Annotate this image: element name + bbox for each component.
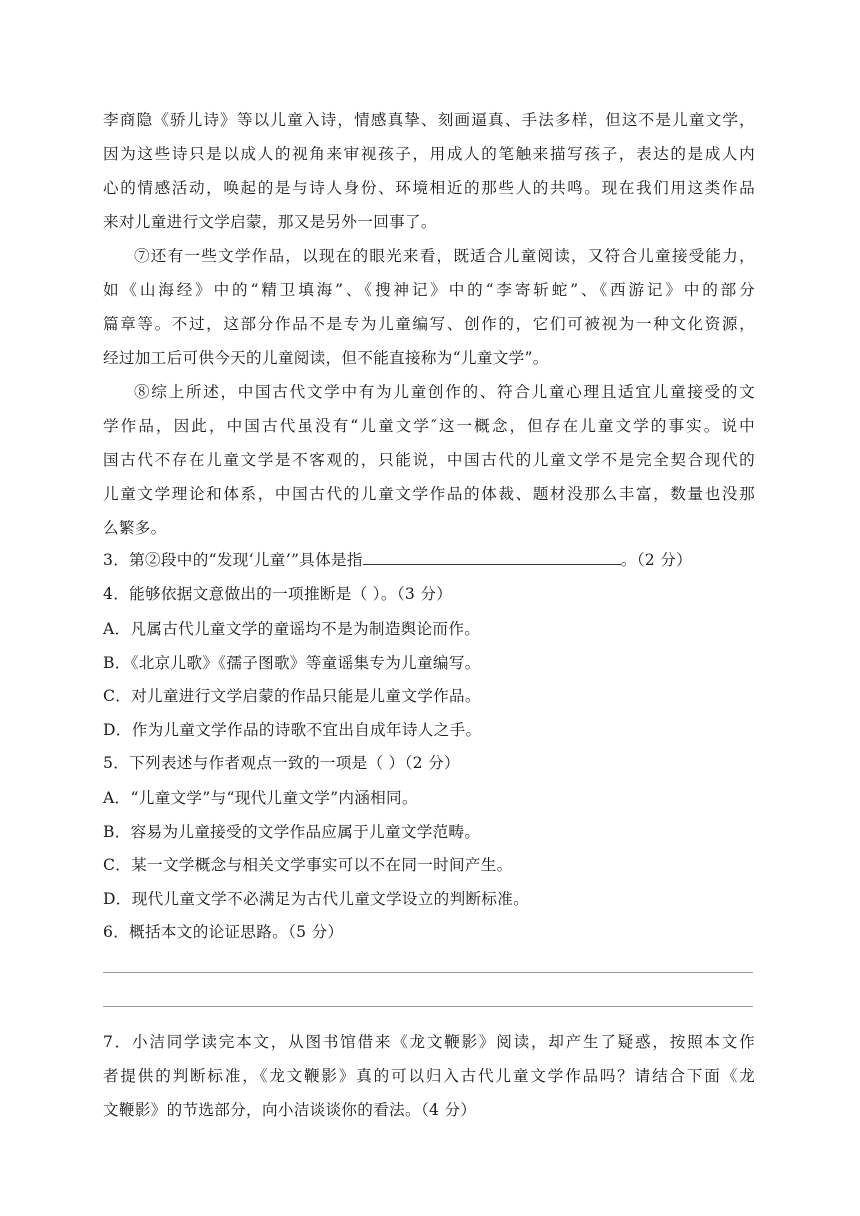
question-3-prefix: 3．第②段中的“发现‘儿童’”具体是指 [103, 551, 363, 569]
text-line: 心的情感活动，唤起的是与诗人身份、环境相近的那些人的共鸣。现在我们用这类作品 [103, 179, 755, 197]
option-d: D．现代儿童文学不必满足为古代儿童文学设立的判断标准。 [103, 890, 530, 908]
answer-line[interactable] [103, 1006, 753, 1007]
text-line: 如《山海经》中的“精卫填海”、《搜神记》中的“李寄斩蛇”、《西游记》中的部分 [103, 281, 755, 299]
option-b: B．容易为儿童接受的文学作品应属于儿童文学范畴。 [103, 823, 481, 841]
text-line: 国古代不存在儿童文学是不客观的，只能说，中国古代的儿童文学不是完全契合现代的 [103, 451, 755, 469]
paragraph-7 [103, 239, 755, 375]
question-3 [103, 550, 755, 570]
text-line: 来对儿童进行文学启蒙，那又是另外一回事了。 [103, 213, 437, 231]
option-a: A．凡属古代儿童文学的童谣均不是为制造舆论而作。 [103, 620, 481, 638]
text-line: ⑦还有一些文学作品，以现在的眼光来看，既适合儿童阅读，又符合儿童接受能力， [134, 247, 755, 265]
text-line: 么繁多。 [103, 519, 167, 537]
text-line: 经过加工后可供今天的儿童阅读，但不能直接称为“儿童文学”。 [103, 349, 549, 367]
text-line: 学作品，因此，中国古代虽没有“儿童文学″这一概念，但存在儿童文学的事实。说中 [103, 417, 755, 435]
question-6-stem: 6．概括本文的论证思路。（5 分） [103, 923, 344, 941]
option-a: A．“儿童文学”与“现代儿童文学”内涵相同。 [103, 789, 418, 807]
question-5-stem: 5．下列表述与作者观点一致的一项是（ ）（2 分） [103, 754, 460, 772]
text-line: 因为这些诗只是以成人的视角来审视孩子，用成人的笔触来描写孩子，表达的是成人内 [103, 145, 755, 163]
text-line: 李商隐《骄儿诗》等以儿童入诗，情感真挚、刻画逼真、手法多样，但这不是儿童文学， [103, 111, 755, 129]
text-line: 7．小洁同学读完本文，从图书馆借来《龙文鞭影》阅读，却产生了疑惑，按照本文作 [103, 1033, 755, 1051]
answer-blank[interactable] [363, 550, 621, 565]
question-7 [103, 1025, 755, 1127]
question-4-stem: 4．能够依据文意做出的一项推断是（ ）。（3 分） [103, 585, 453, 603]
question-3-suffix: 。（2 分） [620, 551, 693, 569]
option-d: D．作为儿童文学作品的诗歌不宜出自成年诗人之手。 [103, 721, 482, 739]
option-c: C．某一文学概念与相关文学事实可以不在同一时间产生。 [103, 856, 513, 874]
answer-line[interactable] [103, 972, 753, 973]
text-line: 者提供的判断标准，《龙文鞭影》真的可以归入古代儿童文学作品吗？请结合下面《龙 [103, 1067, 755, 1085]
text-line: 篇章等。不过，这部分作品不是专为儿童编写、创作的，它们可被视为一种文化资源， [103, 315, 755, 333]
text-line: 文鞭影》的节选部分，向小洁谈谈你的看法。（4 分） [103, 1101, 477, 1119]
option-c: C．对儿童进行文学启蒙的作品只能是儿童文学作品。 [103, 687, 481, 705]
text-line: ⑧综上所述，中国古代文学中有为儿童创作的、符合儿童心理且适宜儿童接受的文 [134, 383, 755, 401]
paragraph-6-continued [103, 103, 755, 239]
text-line: 儿童文学理论和体系，中国古代的儿童文学作品的体裁、题材没那么丰富，数量也没那 [103, 485, 755, 503]
option-b: B．《北京儿歌》《孺子图歌》等童谣集专为儿童编写。 [103, 654, 481, 672]
paragraph-8 [103, 375, 755, 545]
